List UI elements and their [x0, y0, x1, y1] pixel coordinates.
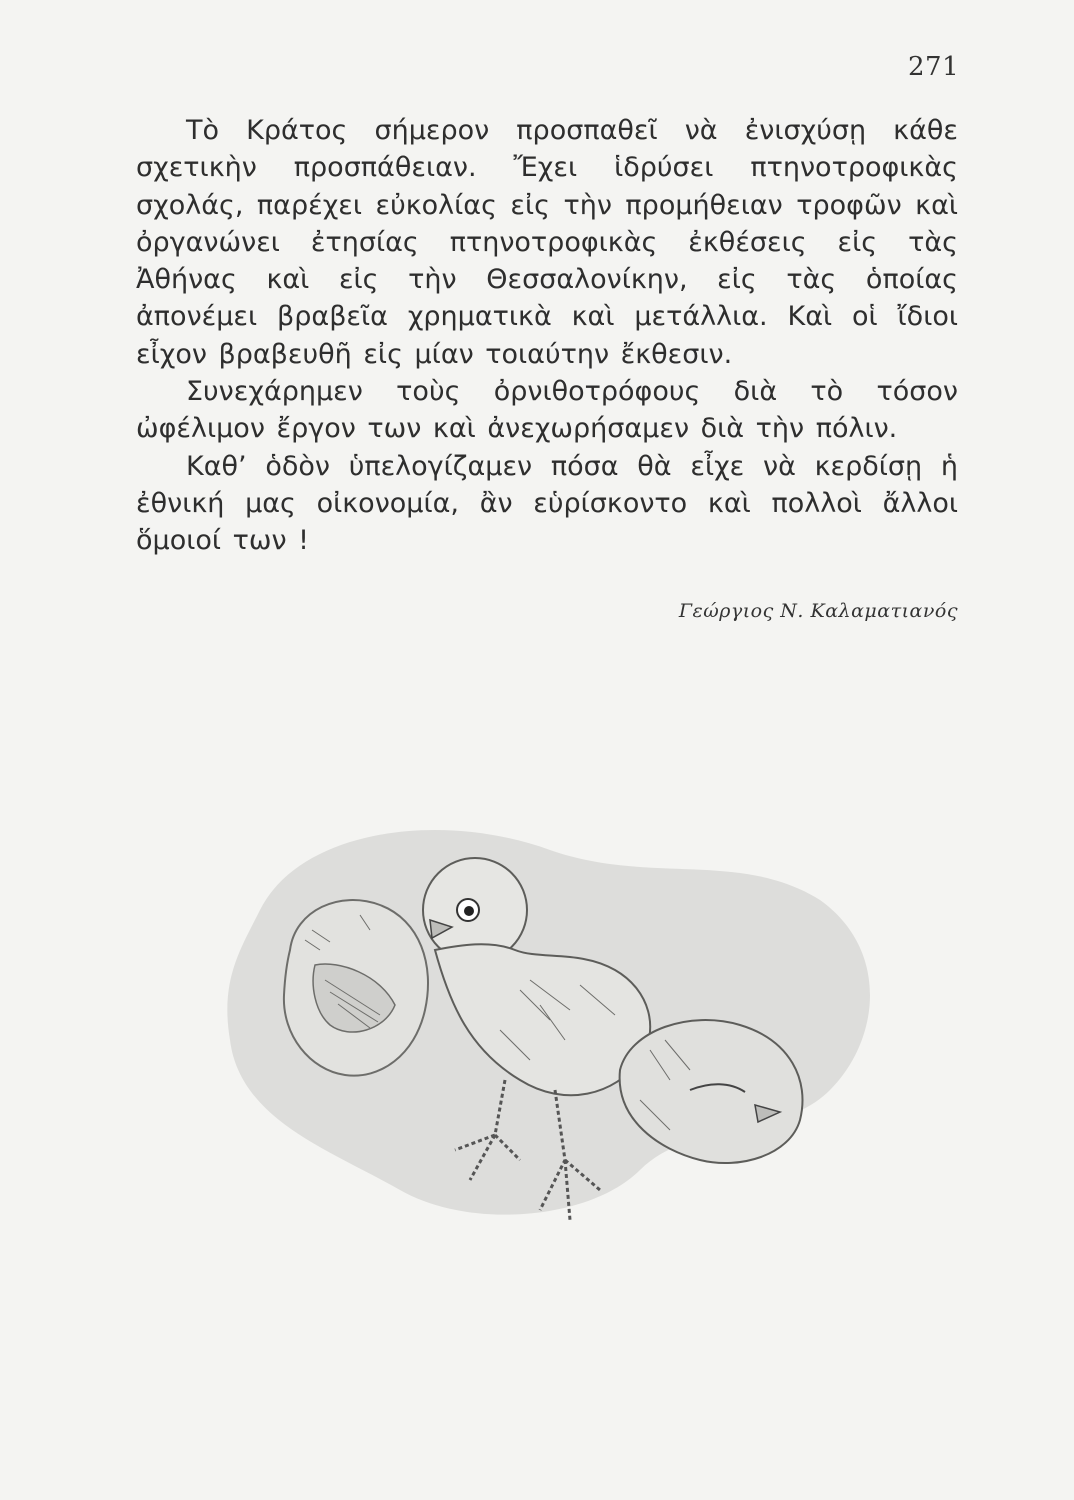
chicks-illustration — [220, 790, 920, 1270]
author-signature: Γεώργιος Ν. Καλαματιανός — [678, 600, 958, 622]
body-text — [136, 112, 958, 560]
paragraph-3: Καθ’ ὁδὸν ὑπελογίζαμεν πόσα θὰ εἶχε νὰ κερδίσῃ ἡ ἐθνική μας οἰκονομία, ἂν εὑρίσκοντο καὶ πολλοὶ ἄλλοι ὅμοιοί των ! — [136, 450, 958, 557]
page-number: 271 — [908, 52, 960, 82]
paragraph-1: Τὸ Κράτος σήμερον προσπαθεῖ νὰ ἐνισχύσῃ κάθε σχετικὴν προσπάθειαν. Ἔχει ἱδρύσει πτηνοτροφικὰς σχολάς, παρέχει εὐκολίας εἰς τὴν προμήθειαν τροφῶν καὶ ὀργανώνει ἐτησίας πτηνοτροφικὰς ἐκθέσεις εἰς τὰς Ἀθήνας καὶ εἰς τὴν Θεσσαλονίκην, εἰς τὰς ὁποίας ἀπονέμει βραβεῖα χρηματικὰ καὶ μετάλλια. Καὶ οἱ ἴδιοι εἶχον βραβευθῆ εἰς μίαν τοιαύτην ἔκθεσιν. — [136, 115, 958, 370]
paragraph-2: Συνεχάρημεν τοὺς ὀρνιθοτρόφους διὰ τὸ τόσον ὠφέλιμον ἔργον των καὶ ἀνεχωρήσαμεν διὰ τὴν πόλιν. — [136, 376, 958, 445]
